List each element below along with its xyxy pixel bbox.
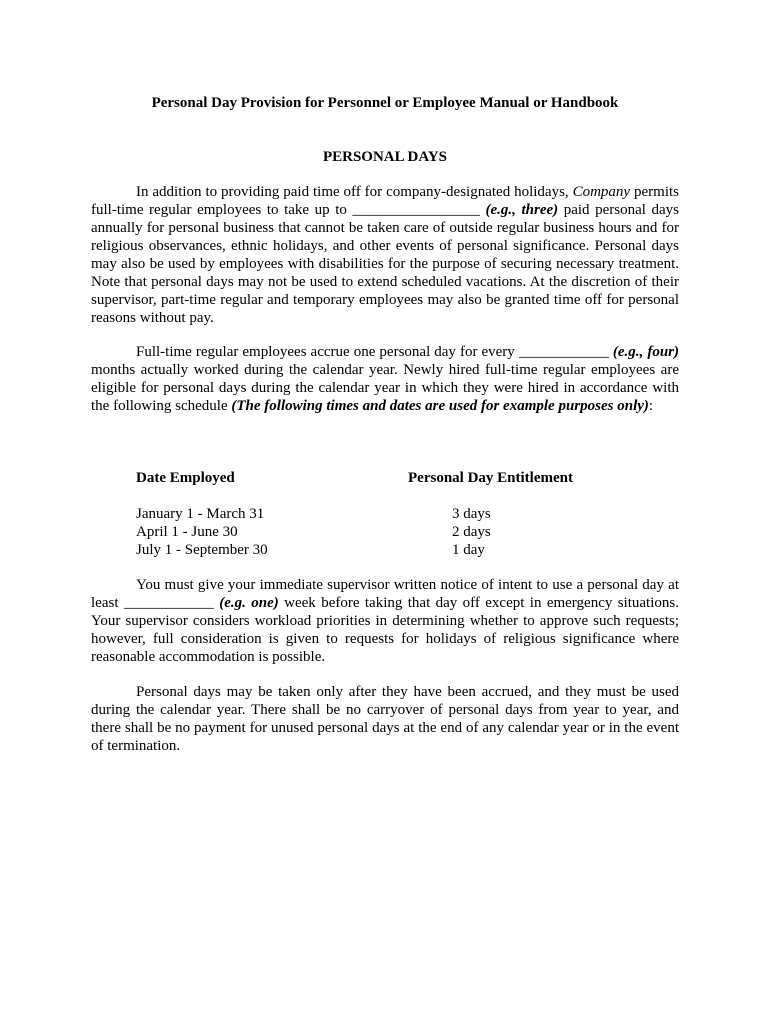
document-title: Personal Day Provision for Personnel or Employee Manual or Handbook	[151, 95, 619, 111]
section-title: PERSONAL DAYS	[322, 149, 448, 165]
paragraph-usage	[91, 683, 679, 755]
row-date: January 1 - March 31	[136, 506, 265, 522]
schedule-header-row	[136, 469, 636, 487]
header-date-employed: Date Employed	[136, 470, 235, 486]
table-row	[136, 523, 636, 541]
table-row	[136, 505, 636, 523]
p1-text-1: In addition to providing paid time off for company-designated holidays,	[136, 184, 573, 200]
p4-text-1: Personal days may be taken only after they have been accrued, and they must be used during the calendar year. There shall be no carryover of personal days from year to year, and there shall be no payment for unused personal days at the end of any calendar year or in the event of termination.	[91, 684, 679, 754]
header-entitlement: Personal Day Entitlement	[408, 470, 573, 486]
company-placeholder: Company	[572, 184, 631, 200]
p1-text-2: permits full-time regular employees to take up to _________________	[91, 184, 679, 218]
row-date: April 1 - June 30	[136, 524, 238, 540]
row-days: 2 days	[452, 524, 491, 540]
table-row	[136, 541, 636, 559]
p2-text-3: :	[648, 398, 654, 414]
p3-text-1: You must give your immediate supervisor written notice of intent to use a personal day at least ____________	[91, 577, 679, 611]
p3-text-2: week before taking that day off except in emergency situations. Your supervisor considers workload priorities in determining whether to approve such requests; however, full consideration is given to requests for holidays of religious significance where reasonable accommodation is possible.	[91, 595, 679, 665]
p2-note: (The following times and dates are used for example purposes only)	[231, 398, 649, 414]
paragraph-intro	[91, 183, 679, 327]
schedule-table	[136, 469, 636, 559]
paragraph-notice	[91, 576, 679, 666]
p2-text-1: Full-time regular employees accrue one personal day for every ____________	[136, 344, 613, 360]
row-date: July 1 - September 30	[136, 542, 268, 558]
paragraph-accrual	[91, 343, 679, 415]
row-days: 3 days	[452, 506, 491, 522]
row-days: 1 day	[452, 542, 485, 558]
p1-text-3: paid personal days annually for personal business that cannot be taken care of outside regular business hours and for religious observances, ethnic holidays, and other events of personal significance. Personal days may also be used by employees with disabilities for the purpose of securing necessary treatment. Note that personal days may not be used to extend scheduled vacations. At the discretion of their supervisor, part-time regular and temporary employees may also be granted time off for personal reasons without pay.	[91, 202, 680, 326]
p2-example: (e.g., four)	[612, 344, 680, 360]
p1-example: (e.g., three)	[485, 202, 559, 218]
p2-text-2: months actually worked during the calendar year. Newly hired full-time regular employees are eligible for personal days during the calendar year in which they were hired in accordance with the following schedule	[91, 362, 679, 414]
p3-example: (e.g. one)	[219, 595, 279, 611]
